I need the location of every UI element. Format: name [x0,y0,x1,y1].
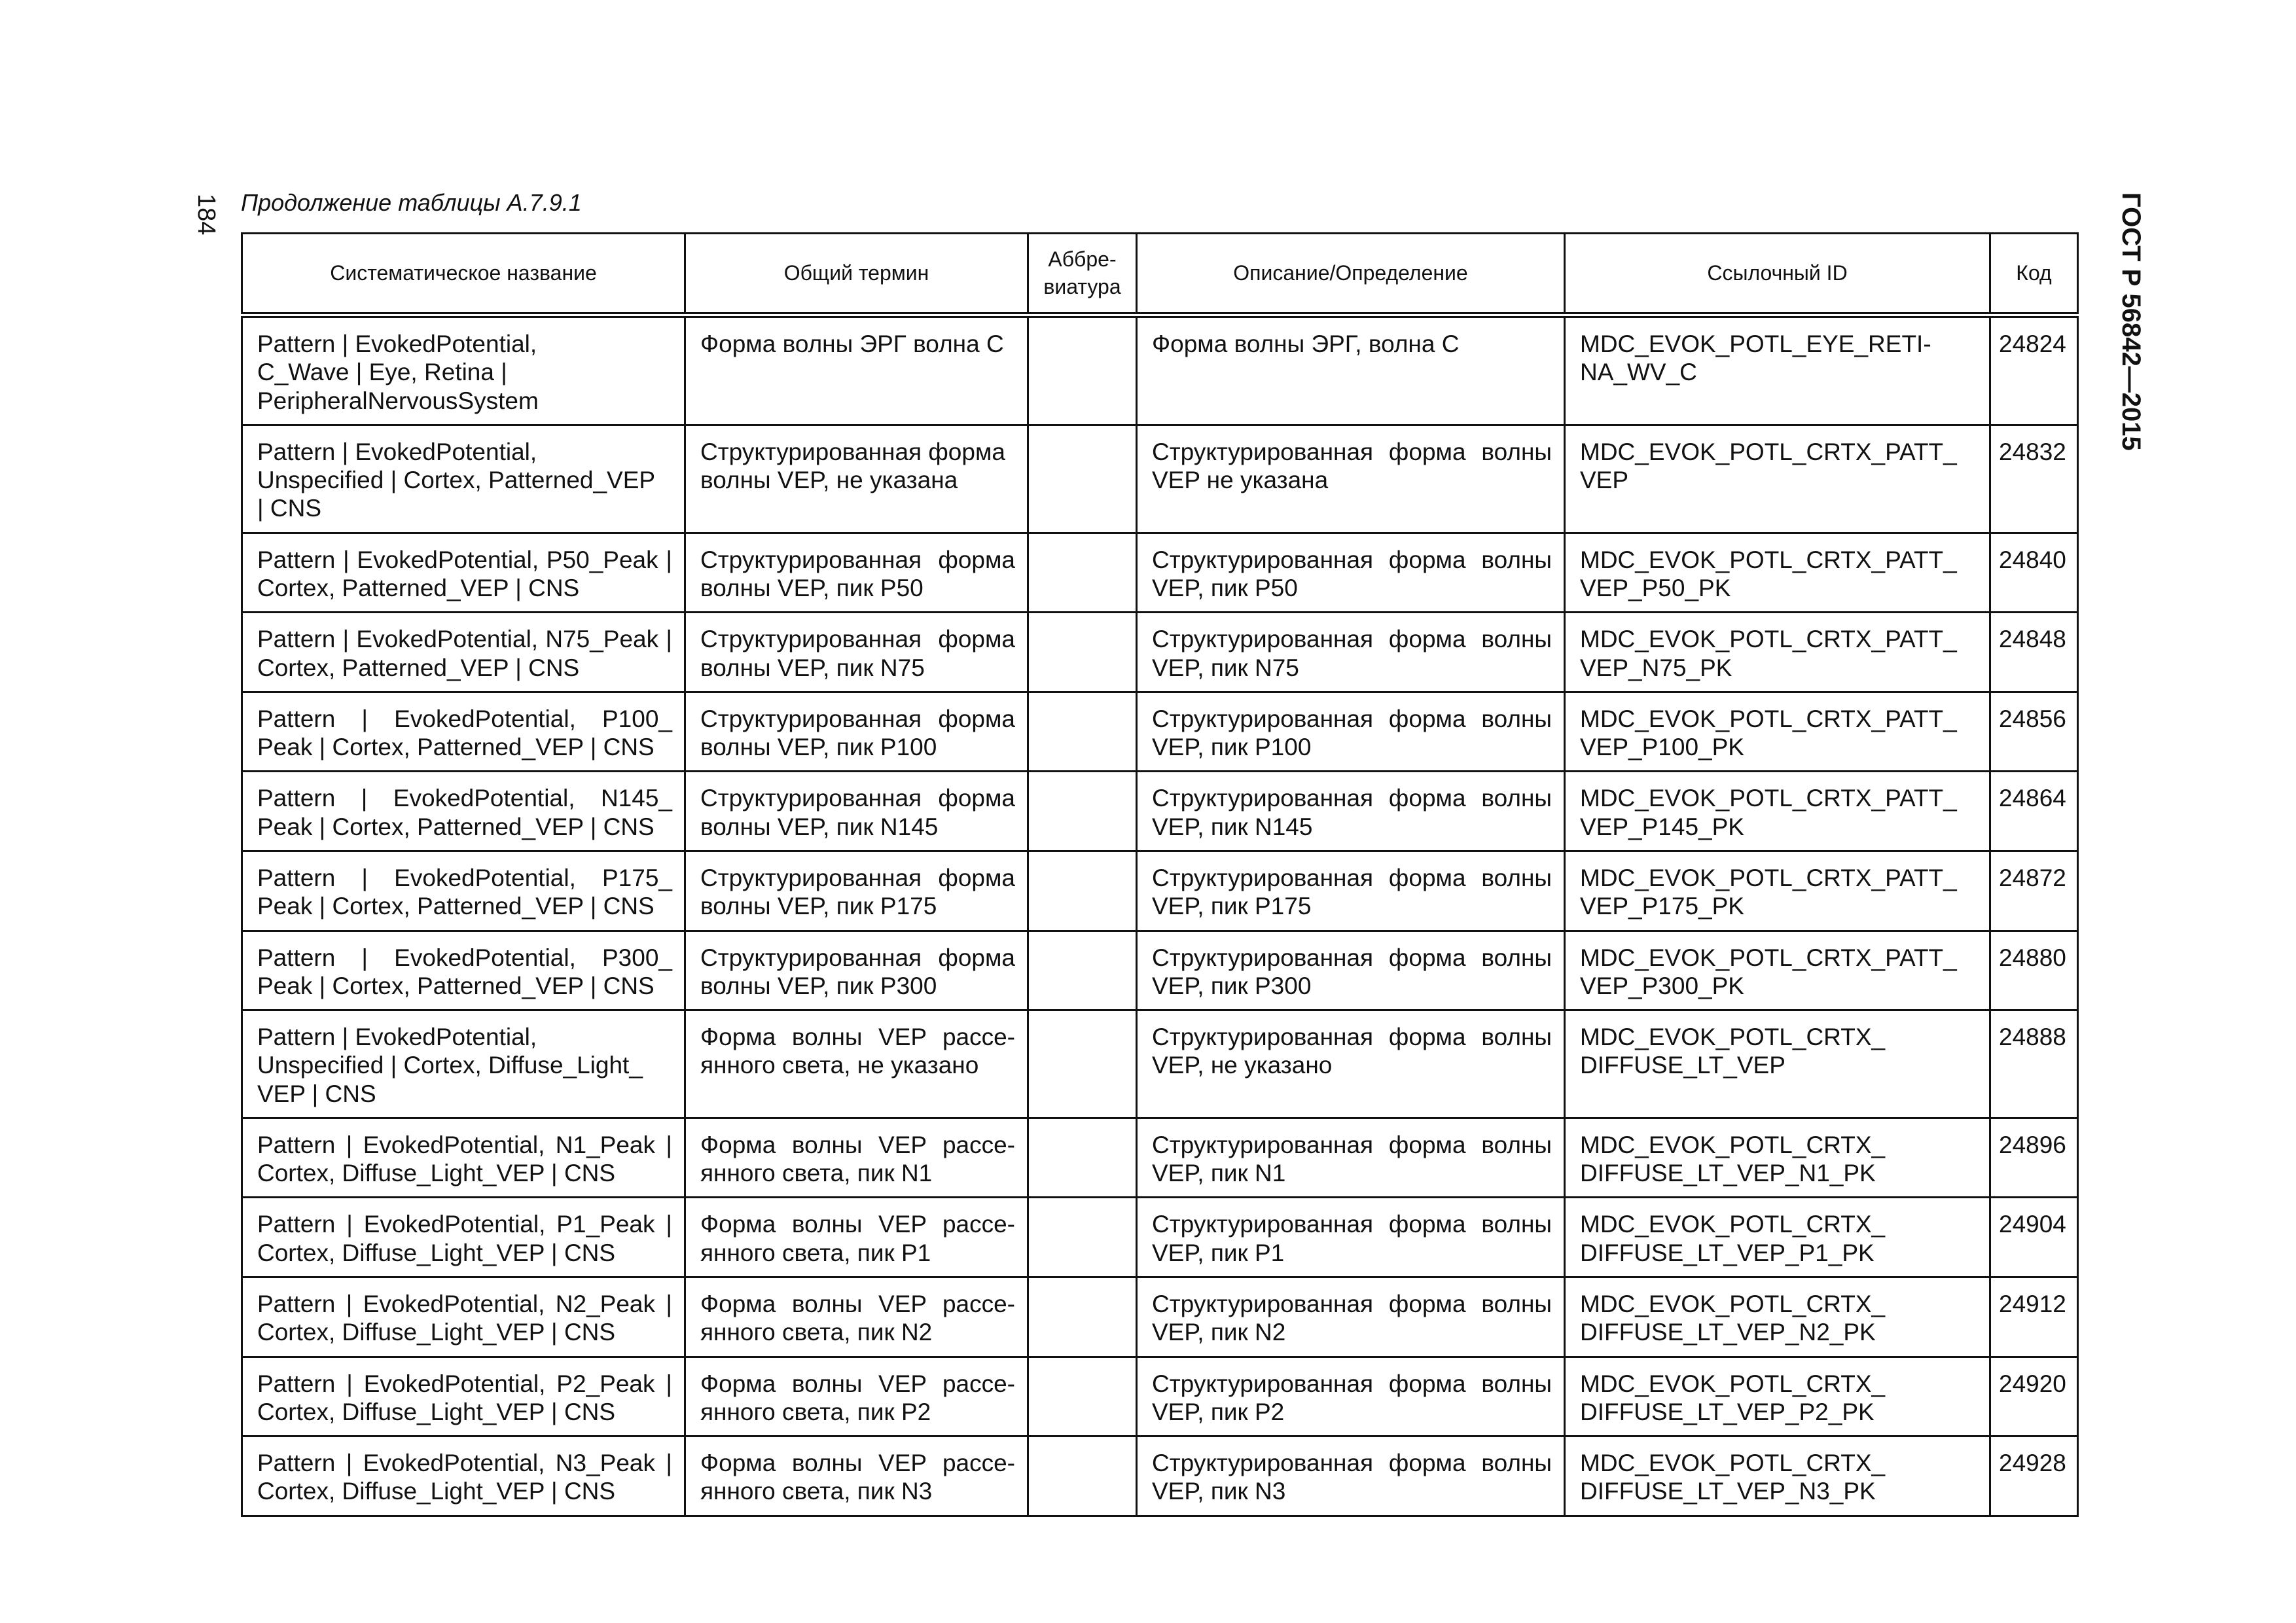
table-row [242,1436,2078,1516]
cell-reference-id [1565,613,1990,692]
cell-code-text: 24912 [1999,1291,2066,1318]
cell-description-text: Структурированная форма волны VEP, пик Р300 [1152,944,1552,999]
cell-common-term [685,613,1028,692]
table-row [242,692,2078,772]
cell-description [1137,1118,1565,1198]
cell-systematic-name-text: Pattern | EvokedPotential, P50_Peak | Cortex, Patterned_VEP | CNS [257,546,672,601]
cell-code-text: 24848 [1999,626,2066,653]
cell-systematic-name-text: Pattern | EvokedPotential, P2_Peak | Cortex, Diffuse_Light_VEP | CNS [257,1370,672,1425]
cell-description [1137,692,1565,772]
cell-systematic-name-text: Pattern | EvokedPotential, C_Wave | Eye, Retina | PeripheralNervousSystem [257,330,539,414]
cell-code [1990,613,2078,692]
cell-code-text: 24880 [1999,944,2066,971]
cell-common-term-text: Структурированная форма волны VEP, пик Р100 [700,705,1015,761]
cell-reference-id [1565,772,1990,851]
cell-common-term-text: Структурированная форма волны VEP, пик Р300 [700,944,1015,999]
cell-code [1990,851,2078,931]
cell-common-term-text: Форма волны VEP рассе-янного света, не указано [700,1024,1015,1079]
cell-common-term [685,1198,1028,1277]
cell-common-term-text: Форма волны VEP рассе-янного света, пик N1 [700,1131,1015,1187]
cell-description-text: Структурированная форма волны VEP не указана [1152,438,1552,494]
cell-systematic-name-text: Pattern | EvokedPotential, Unspecified | Cortex, Patterned_VEP | CNS [257,438,656,522]
cell-reference-id-text: MDC_EVOK_POTL_CRTX_ DIFFUSE_LT_VEP_P2_PK [1580,1370,1886,1425]
cell-code-text: 24840 [1999,546,2066,573]
cell-code-text: 24896 [1999,1131,2066,1158]
cell-common-term-text: Форма волны VEP рассе-янного света, пик Р2 [700,1370,1015,1425]
cell-abbreviation [1028,692,1137,772]
cell-reference-id [1565,692,1990,772]
cell-systematic-name [242,1357,685,1436]
cell-systematic-name [242,931,685,1010]
cell-systematic-name [242,1010,685,1118]
cell-description-text: Структурированная форма волны VEP, пик Р100 [1152,705,1552,761]
cell-common-term [685,1118,1028,1198]
cell-abbreviation [1028,1198,1137,1277]
cell-systematic-name [242,533,685,613]
cell-reference-id-text: MDC_EVOK_POTL_EYE_RETI- NA_WV_C [1580,330,1931,386]
cell-common-term [685,1436,1028,1516]
cell-systematic-name [242,613,685,692]
cell-description [1137,1357,1565,1436]
cell-common-term [685,692,1028,772]
cell-reference-id-text: MDC_EVOK_POTL_CRTX_ DIFFUSE_LT_VEP_N3_PK [1580,1450,1886,1505]
header-abbreviation-text: Аббре- виатура [1043,247,1121,298]
cell-systematic-name-text: Pattern | EvokedPotential, N145_ Peak | Cortex, Patterned_VEP | CNS [257,785,672,840]
cell-description-text: Структурированная форма волны VEP, пик Р175 [1152,864,1552,920]
cell-common-term [685,851,1028,931]
cell-description-text: Структурированная форма волны VEP, пик N145 [1152,785,1552,840]
cell-reference-id [1565,1357,1990,1436]
cell-common-term-text: Форма волны VEP рассе-янного света, пик Р1 [700,1211,1015,1266]
cell-systematic-name [242,315,685,425]
cell-abbreviation [1028,772,1137,851]
cell-systematic-name-text: Pattern | EvokedPotential, N75_Peak | Cortex, Patterned_VEP | CNS [257,626,672,681]
cell-abbreviation [1028,931,1137,1010]
cell-reference-id-text: MDC_EVOK_POTL_CRTX_PATT_ VEP_P100_PK [1580,705,1957,761]
cell-common-term-text: Структурированная форма волны VEP, пик N75 [700,626,1015,681]
table-row [242,1357,2078,1436]
table-row [242,851,2078,931]
cell-abbreviation [1028,1010,1137,1118]
table-row [242,772,2078,851]
cell-systematic-name-text: Pattern | EvokedPotential, N3_Peak | Cortex, Diffuse_Light_VEP | CNS [257,1450,672,1505]
table-row [242,1010,2078,1118]
cell-reference-id [1565,1118,1990,1198]
cell-description-text: Форма волны ЭРГ, волна С [1152,330,1460,357]
cell-description [1137,772,1565,851]
cell-reference-id-text: MDC_EVOK_POTL_CRTX_ DIFFUSE_LT_VEP [1580,1024,1886,1079]
cell-code-text: 24856 [1999,705,2066,732]
cell-code [1990,315,2078,425]
cell-abbreviation [1028,613,1137,692]
cell-reference-id-text: MDC_EVOK_POTL_CRTX_ DIFFUSE_LT_VEP_N1_PK [1580,1131,1886,1187]
cell-common-term [685,1357,1028,1436]
cell-systematic-name [242,1118,685,1198]
table-body [242,315,2078,1516]
header-reference-id: Ссылочный ID [1565,234,1990,315]
cell-systematic-name-text: Pattern | EvokedPotential, N2_Peak | Cortex, Diffuse_Light_VEP | CNS [257,1291,672,1346]
table-row [242,1118,2078,1198]
cell-reference-id [1565,1277,1990,1357]
cell-systematic-name [242,692,685,772]
cell-code [1990,1436,2078,1516]
cell-systematic-name-text: Pattern | EvokedPotential, P300_ Peak | Cortex, Patterned_VEP | CNS [257,944,672,999]
cell-reference-id [1565,851,1990,931]
cell-systematic-name-text: Pattern | EvokedPotential, P1_Peak | Cortex, Diffuse_Light_VEP | CNS [257,1211,672,1266]
cell-code-text: 24904 [1999,1211,2066,1238]
cell-abbreviation [1028,851,1137,931]
cell-description [1137,1277,1565,1357]
cell-reference-id-text: MDC_EVOK_POTL_CRTX_ DIFFUSE_LT_VEP_N2_PK [1580,1291,1886,1346]
table-header-row [242,234,2078,315]
cell-description-text: Структурированная форма волны VEP, пик N3 [1152,1450,1552,1505]
cell-systematic-name [242,1436,685,1516]
header-description: Описание/Определение [1137,234,1565,315]
cell-code [1990,772,2078,851]
cell-abbreviation [1028,1436,1137,1516]
cell-code-text: 24872 [1999,864,2066,891]
cell-abbreviation [1028,425,1137,533]
cell-code [1990,1118,2078,1198]
cell-description-text: Структурированная форма волны VEP, пик N1 [1152,1131,1552,1187]
cell-description-text: Структурированная форма волны VEP, пик N2 [1152,1291,1552,1346]
cell-abbreviation [1028,315,1137,425]
cell-reference-id-text: MDC_EVOK_POTL_CRTX_PATT_ VEP_P145_PK [1580,785,1957,840]
cell-reference-id [1565,931,1990,1010]
table-row [242,1277,2078,1357]
header-code: Код [1990,234,2078,315]
cell-description-text: Структурированная форма волны VEP, пик N75 [1152,626,1552,681]
cell-description [1137,931,1565,1010]
cell-common-term [685,931,1028,1010]
cell-abbreviation [1028,1277,1137,1357]
cell-code [1990,692,2078,772]
cell-code-text: 24864 [1999,785,2066,812]
cell-reference-id [1565,425,1990,533]
cell-reference-id-text: MDC_EVOK_POTL_CRTX_PATT_ VEP_P175_PK [1580,864,1957,920]
terms-table [241,232,2079,1517]
table-caption: Продолжение таблицы А.7.9.1 [241,189,582,216]
cell-reference-id [1565,533,1990,613]
cell-description [1137,613,1565,692]
cell-common-term-text: Форма волны VEP рассе-янного света, пик N2 [700,1291,1015,1346]
cell-abbreviation [1028,1357,1137,1436]
cell-reference-id-text: MDC_EVOK_POTL_CRTX_ DIFFUSE_LT_VEP_P1_PK [1580,1211,1886,1266]
cell-code-text: 24824 [1999,330,2066,357]
cell-reference-id-text: MDC_EVOK_POTL_CRTX_PATT_ VEP_P300_PK [1580,944,1957,999]
cell-code [1990,1198,2078,1277]
cell-description-text: Структурированная форма волны VEP, пик Р2 [1152,1370,1552,1425]
cell-code-text: 24832 [1999,438,2066,465]
cell-description [1137,425,1565,533]
cell-systematic-name [242,1198,685,1277]
cell-common-term-text: Структурированная форма волны VEP, пик Р50 [700,546,1015,601]
cell-common-term-text: Структурированная форма волны VEP, пик Р175 [700,864,1015,920]
header-common-term: Общий термин [685,234,1028,315]
cell-systematic-name [242,772,685,851]
cell-description-text: Структурированная форма волны VEP, пик Р50 [1152,546,1552,601]
cell-description [1137,851,1565,931]
cell-reference-id-text: MDC_EVOK_POTL_CRTX_PATT_ VEP_N75_PK [1580,626,1957,681]
cell-code-text: 24920 [1999,1370,2066,1397]
cell-code-text: 24928 [1999,1450,2066,1477]
cell-reference-id-text: MDC_EVOK_POTL_CRTX_PATT_ VEP_P50_PK [1580,546,1957,601]
cell-common-term [685,533,1028,613]
cell-code [1990,1357,2078,1436]
cell-common-term [685,772,1028,851]
cell-systematic-name-text: Pattern | EvokedPotential, Unspecified | Cortex, Diffuse_Light_ VEP | CNS [257,1024,643,1107]
cell-reference-id-text: MDC_EVOK_POTL_CRTX_PATT_ VEP [1580,438,1957,494]
table-row [242,315,2078,425]
header-systematic-name: Систематическое название [242,234,685,315]
standard-designation: ГОСТ Р 56842—2015 [2117,192,2145,451]
cell-systematic-name-text: Pattern | EvokedPotential, N1_Peak | Cortex, Diffuse_Light_VEP | CNS [257,1131,672,1187]
cell-common-term [685,1277,1028,1357]
table-row [242,425,2078,533]
cell-common-term [685,1010,1028,1118]
table-row [242,533,2078,613]
cell-code-text: 24888 [1999,1024,2066,1051]
cell-description [1137,533,1565,613]
cell-abbreviation [1028,1118,1137,1198]
cell-common-term-text: Форма волны ЭРГ волна С [700,330,1004,357]
cell-code [1990,1010,2078,1118]
header-abbreviation [1028,234,1137,315]
table-row [242,931,2078,1010]
cell-common-term-text: Структурированная форма волны VEP, не указана [700,438,1005,494]
cell-systematic-name-text: Pattern | EvokedPotential, P100_ Peak | Cortex, Patterned_VEP | CNS [257,705,672,761]
cell-common-term [685,425,1028,533]
cell-code [1990,931,2078,1010]
cell-description [1137,1010,1565,1118]
cell-reference-id [1565,1436,1990,1516]
cell-systematic-name [242,425,685,533]
cell-description-text: Структурированная форма волны VEP, пик Р1 [1152,1211,1552,1266]
cell-common-term-text: Форма волны VEP рассе-янного света, пик N3 [700,1450,1015,1505]
cell-reference-id [1565,1198,1990,1277]
cell-description [1137,1436,1565,1516]
table-row [242,1198,2078,1277]
cell-description [1137,1198,1565,1277]
cell-description-text: Структурированная форма волны VEP, не указано [1152,1024,1552,1079]
cell-systematic-name [242,1277,685,1357]
cell-systematic-name [242,851,685,931]
cell-common-term [685,315,1028,425]
cell-code [1990,1277,2078,1357]
cell-systematic-name-text: Pattern | EvokedPotential, P175_ Peak | Cortex, Patterned_VEP | CNS [257,864,672,920]
table-row [242,613,2078,692]
page-number: 184 [192,194,220,236]
cell-code [1990,533,2078,613]
cell-description [1137,315,1565,425]
cell-abbreviation [1028,533,1137,613]
cell-reference-id [1565,1010,1990,1118]
cell-common-term-text: Структурированная форма волны VEP, пик N145 [700,785,1015,840]
cell-code [1990,425,2078,533]
cell-reference-id [1565,315,1990,425]
